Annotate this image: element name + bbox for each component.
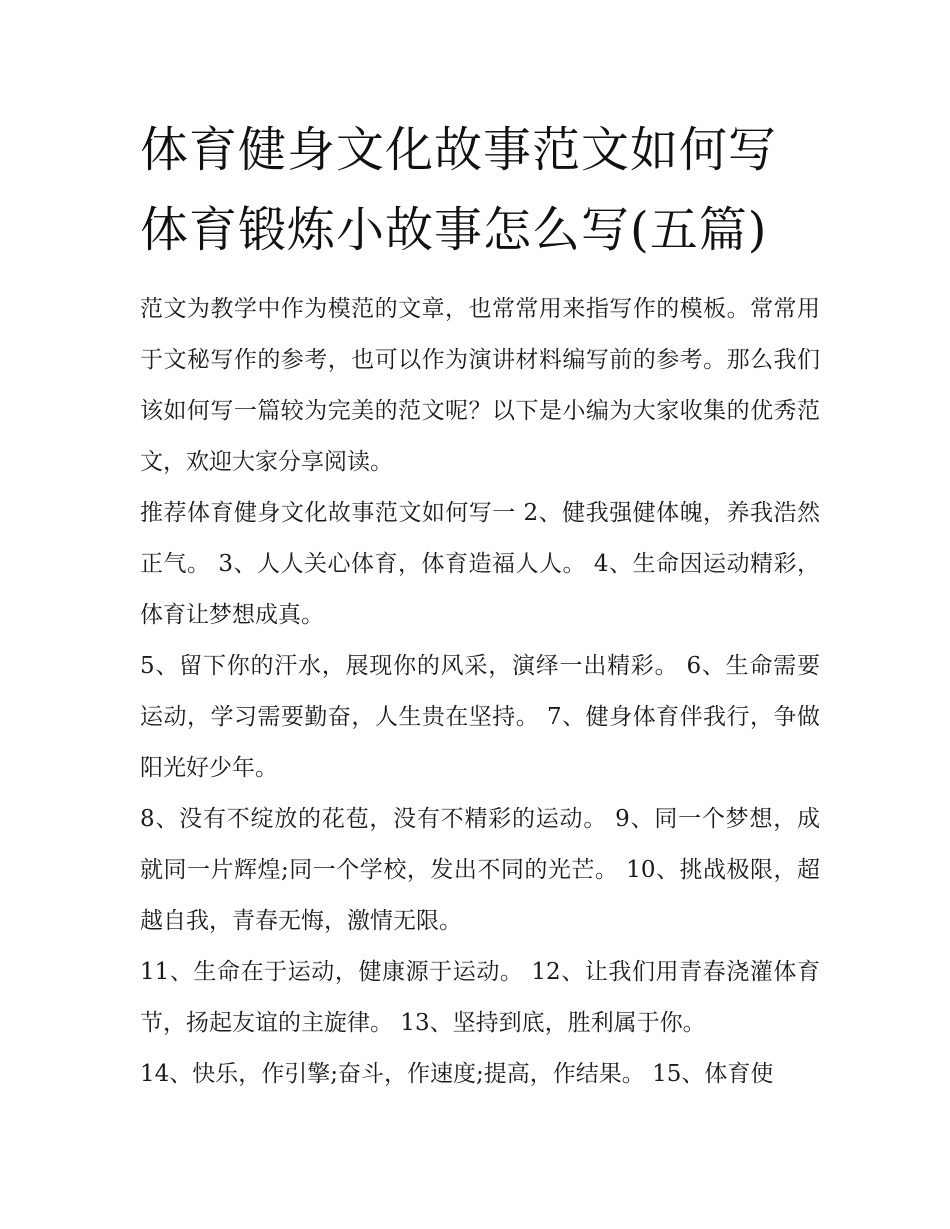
paragraph-slogans-14-15: 14、快乐，作引擎;奋斗，作速度;提高，作结果。 15、体育使 <box>140 1061 774 1087</box>
document-title: 体育健身文化故事范文如何写 体育锻炼小故事怎么写(五篇) <box>140 122 778 258</box>
paragraph-intro: 范文为教学中作为模范的文章，也常常用来指写作的模板。常常用于文秘写作的参考，也可以作为演讲材料编写前的参考。那么我们该如何写一篇较为完美的范文呢？以下是小编为大家收集的优秀范文，欢迎大家分享阅读。 <box>140 296 820 475</box>
paragraph-slogans-2-4: 推荐体育健身文化故事范文如何写一 2、健我强健体魄，养我浩然正气。 3、人人关心体育，体育造福人人。 4、生命因运动精彩，体育让梦想成真。 <box>140 500 820 628</box>
paragraph-slogans-5-7: 5、留下你的汗水，展现你的风采，演绎一出精彩。 6、生命需要运动，学习需要勤奋，人生贵在坚持。 7、健身体育伴我行，争做阳光好少年。 <box>140 653 820 781</box>
paragraph-slogans-11-13: 11、生命在于运动，健康源于运动。 12、让我们用青春浇灌体育节，扬起友谊的主旋律。 13、坚持到底，胜利属于你。 <box>140 959 820 1036</box>
document-content <box>140 110 820 1100</box>
paragraph-slogans-8-10: 8、没有不绽放的花苞，没有不精彩的运动。 9、同一个梦想，成就同一片辉煌;同一个学校，发出不同的光芒。 10、挑战极限，超越自我，青春无悔，激情无限。 <box>140 806 820 934</box>
